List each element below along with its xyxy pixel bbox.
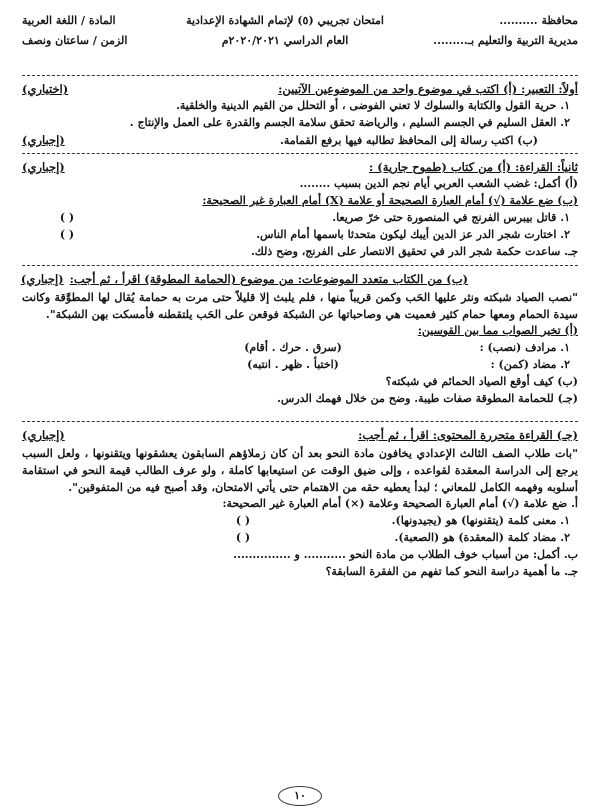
divider [22, 75, 578, 76]
how-prompt: (ب) كيف أوقع الصياد الحمائم في شبكته؟ [385, 374, 578, 388]
tf-instruction: أ. ضع علامة (√) أمام العبارة الصحيحة وعلامة (×) أمام العبارة غير الصحيحة: [222, 496, 578, 510]
mandatory-tag: (إجباري) [20, 272, 64, 286]
section-title: أولاً: التعبير: (أ) اكتب في موضوع واحد من الموضوعين الآتيين: [278, 82, 578, 96]
answer-parens[interactable]: ( ) [59, 211, 75, 224]
tf-instruction: (ب) ضع علامة (√) أمام العبارة الصحيحة أو علامة (X) أمام العبارة غير الصحيحة: [202, 194, 578, 207]
choice-question: ٢. مضاد (كمن) : [490, 357, 570, 371]
question-expression [22, 82, 578, 150]
answer-parens[interactable]: ( ) [235, 513, 251, 527]
importance-prompt: جـ. ما أهمية دراسة النحو كما تفهم من الفقرة السابقة؟ [325, 564, 578, 578]
question-reading-novel [22, 160, 578, 262]
page-number: ١٠ [278, 786, 322, 806]
answer-parens[interactable]: ( ) [59, 228, 75, 241]
mandatory-tag: (إجباري) [22, 427, 65, 442]
reading-passage: "بات طلاب الصف الثالث الإعدادي يخافون مادة النحو بعد أن كان زملاؤهم السابقون يعشقونها ويتقنونها ، ولعل السبب يرجع إلى الدراسة المعقدة لقواعده ، وإلى ضيق الوقت عن استيعابها كاملة ، ولو عرف الطالب قيمة النحو في استقامة أسلوبه وفهمه الكامل للمعاني ؛ لبدأ يعطيه حقه من الاهتمام حتى يأتي الامتحان، وقد أصبح فيه من المتفوقين". [22, 445, 578, 495]
section-title: (جـ) القراءة متحررة المحتوى: اقرأ ، ثم أجب: [358, 427, 578, 442]
topic-item: ٢. العقل السليم في الجسم السليم ، والرياضة تحقق سلامة الجسم والقدرة على العمل والإنتاج . [129, 116, 570, 129]
mandatory-tag: (إجباري) [22, 160, 65, 174]
choice-options[interactable]: (اختبأ . ظهر . انتبه) [247, 357, 339, 371]
mandatory-tag: (إجباري) [22, 133, 65, 147]
explain-prompt: جـ. ساعدت حكمة شجر الدر في تحقيق الانتصار على الفرنج، وضح ذلك. [250, 245, 578, 258]
divider [22, 421, 578, 422]
time-label: الزمن / ساعتان ونصف [22, 34, 128, 47]
complete-prompt: ب. أكمل: من أسباب خوف الطلاب من مادة النحو ........... و ............... [233, 547, 578, 561]
question-multi-topic [22, 272, 578, 409]
tf-statement: ١. معنى كلمة (يتقنونها) هو (يجيدونها). [391, 513, 570, 527]
exam-header [22, 14, 578, 72]
choose-instruction: (أ) تخير الصواب مما بين القوسين: [417, 323, 578, 337]
explain-prompt: (جـ) للحمامة المطوقة صفات طيبة. وضح من خلال فهمك الدرس. [277, 391, 578, 405]
tf-statement: ١. قاتل بيبرس الفرنج في المنصورة حتى خرّ صريعا. [332, 211, 570, 224]
section-title: (ب) من الكتاب متعدد الموضوعات: من موضوع (الحمامة المطوقة) اقرأ ، ثم أجب: [69, 272, 468, 286]
letter-task: (ب) اكتب رسالة إلى المحافظ تطالبه فيها برفع القمامة. [280, 134, 538, 147]
reading-passage: "نصب الصياد شبكته ونثر عليها الحَب وكمن قريباً منها ، فلم يلبث إلا قليلاً حتى مرت به حمامة يُقال لها المطوَّقة وكانت سيدة الحمام ومعها حمام كثير فعميت هي وصاحباتها عن الشبكة فوقعن على الحَب يلتقطنه فأمسكت بهن الشبكة". [22, 290, 578, 322]
topic-item: ١. حرية القول والكتابة والسلوك لا تعني الفوضى ، أو التحلل من القيم الدينية والخلقية. [176, 99, 570, 112]
tf-statement: ٢. مضاد كلمة (المعقدة) هو (الصعبة). [394, 530, 570, 544]
governorate-label: محافظة .......... [499, 14, 578, 27]
answer-parens[interactable]: ( ) [235, 530, 251, 544]
question-free-reading [22, 428, 578, 582]
divider [22, 265, 578, 266]
choice-options[interactable]: (سرق . حرك . أقام) [244, 340, 342, 354]
choice-question: ١. مرادف (نصب) : [479, 340, 570, 354]
complete-prompt: (أ) أكمل: غضب الشعب العربي أيام نجم الدين بسبب ........ [299, 177, 578, 190]
optional-tag: (اختياري) [22, 82, 69, 96]
school-year: العام الدراسي ٢٠٢٠/٢٠٢١م [221, 34, 349, 47]
directorate-label: مديرية التربية والتعليم بـ......... [433, 34, 578, 47]
exam-title: امتحان تجريبي (٥) لإتمام الشهادة الإعدادية [186, 14, 384, 27]
divider [22, 153, 578, 154]
subject-label: المادة / اللغة العربية [22, 14, 116, 27]
tf-statement: ٢. اختارت شجر الدر عز الدين أيبك ليكون متحدثا باسمها أمام الناس. [256, 228, 570, 241]
section-title: ثانياً: القراءة: (أ) من كتاب (طموح جارية) : [369, 160, 578, 174]
